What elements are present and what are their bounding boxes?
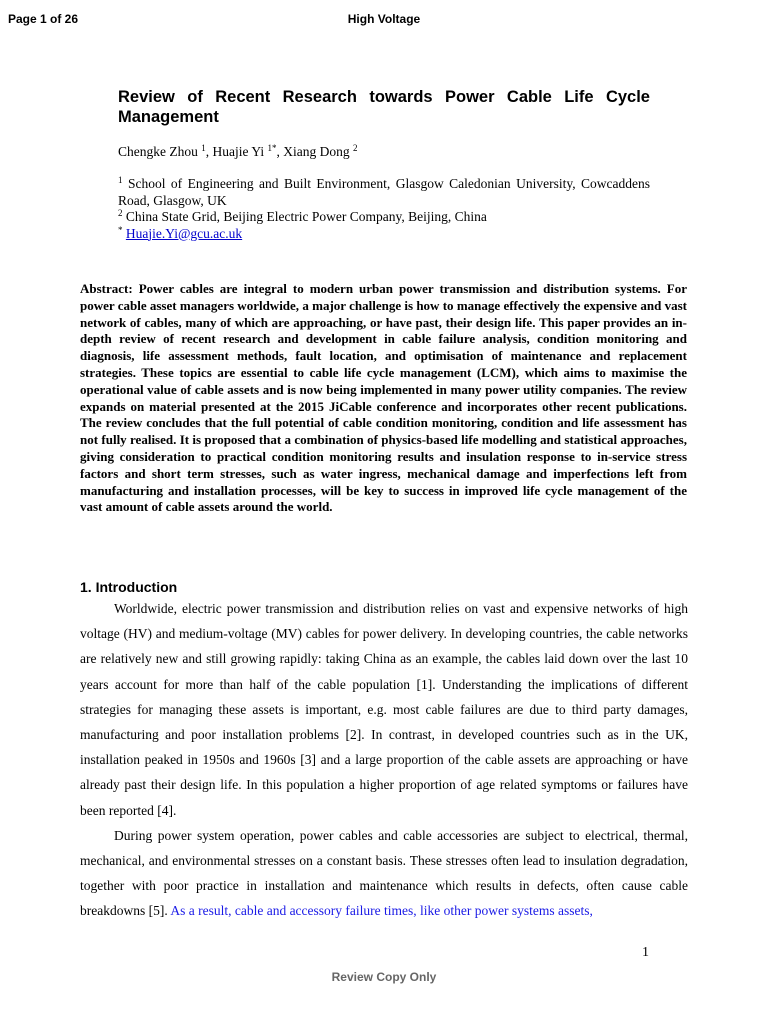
- section-heading: 1. Introduction: [80, 579, 178, 595]
- corresponding-mark: *: [118, 224, 123, 235]
- author-name: Xiang Dong: [283, 144, 350, 159]
- author-affiliation-mark: 2: [353, 143, 358, 153]
- page-indicator: Page 1 of 26: [8, 12, 79, 26]
- affiliation-mark: 2: [118, 208, 123, 218]
- paragraph-text: During power system operation, power cables and cable accessories are subject to electrical, thermal, mechanical, and environmental stresses on a constant basis. These stresses often lead to insulation degradation, together with poor practice in installation and maintenance which results in defects, often cause cable breakdowns [5].: [80, 827, 688, 919]
- affiliation-mark: 1: [118, 175, 123, 185]
- highlighted-text: As a result, cable and accessory failure times, like other power systems assets,: [170, 903, 593, 919]
- paragraph: [80, 823, 688, 924]
- corresponding-author: [118, 226, 650, 243]
- paper-title: Review of Recent Research towards Power Cable Life Cycle Management: [118, 88, 650, 126]
- author-affiliation-mark: 1*: [267, 143, 277, 153]
- paragraph: Worldwide, electric power transmission and distribution relies on vast and expensive networks of high voltage (HV) and medium-voltage (MV) cables for power delivery. In developing countries, the cable networks are relatively new and still growing rapidly: taking China as an example, the cables laid down over the last 10 years account for more than half of the cable population [1]. Understanding the implications of different strategies for managing these assets is important, e.g. most cable failures are due to third party damages, manufacturing and poor installation problems [2]. In contrast, in developed countries such as in the UK, installation peaked in 1950s and 1960s [3] and a large proportion of the cable assets are approaching or have already past their design life. In this population a higher proportion of age related symptoms or failures have been reported [4].: [80, 601, 688, 818]
- abstract: Abstract: Power cables are integral to modern urban power transmission and distribution systems. For power cable asset managers worldwide, a major challenge is how to manage effectively the expensive and vast network of cables, many of which are approaching, or have past, their design life. This paper provides an in-depth review of recent research and development in cable failure analysis, condition monitoring and diagnosis, life assessment methods, fault location, and optimisation of maintenance and replacement strategies. These topics are essential to cable life cycle management (LCM), which aims to maximise the operational value of cable assets and is now being implemented in many power utility companies. The review expands on material presented at the 2015 JiCable conference and incorporates other recent publications. The review concludes that the full potential of cable condition monitoring, condition and life assessment has not fully realised. It is proposed that a combination of physics-based life modelling and statistical approaches, giving consideration to practical condition monitoring results and insulation response to in-service stress factors and short term stresses, such as water ingress, mechanical damage and imperfections left from manufacturing and installation processes, will be key to success in improved life cycle management of the vast amount of cable assets around the world.: [80, 281, 687, 515]
- review-copy-footer: Review Copy Only: [331, 970, 437, 984]
- affiliation-text: School of Engineering and Built Environment, Glasgow Caledonian University, Cowcaddens Road, Glasgow, UK: [118, 176, 650, 208]
- affiliation-1: [118, 176, 650, 209]
- page-number: 1: [642, 945, 649, 960]
- email-link[interactable]: Huajie.Yi@gcu.ac.uk: [125, 225, 243, 241]
- section-body: [80, 596, 688, 924]
- author-name: Chengke Zhou: [118, 144, 198, 159]
- affiliations: [118, 176, 650, 242]
- affiliation-2: [118, 209, 650, 226]
- author-name: Huajie Yi: [212, 144, 265, 159]
- affiliation-text: China State Grid, Beijing Electric Power Company, Beijing, China: [125, 209, 487, 224]
- author-list: Chengke Zhou $^1$, Huajie Yi $^{1*}$, Xiang Dong $^2$: [118, 143, 358, 159]
- author-affiliation-mark: 1: [201, 143, 206, 153]
- journal-name: High Voltage: [347, 12, 421, 26]
